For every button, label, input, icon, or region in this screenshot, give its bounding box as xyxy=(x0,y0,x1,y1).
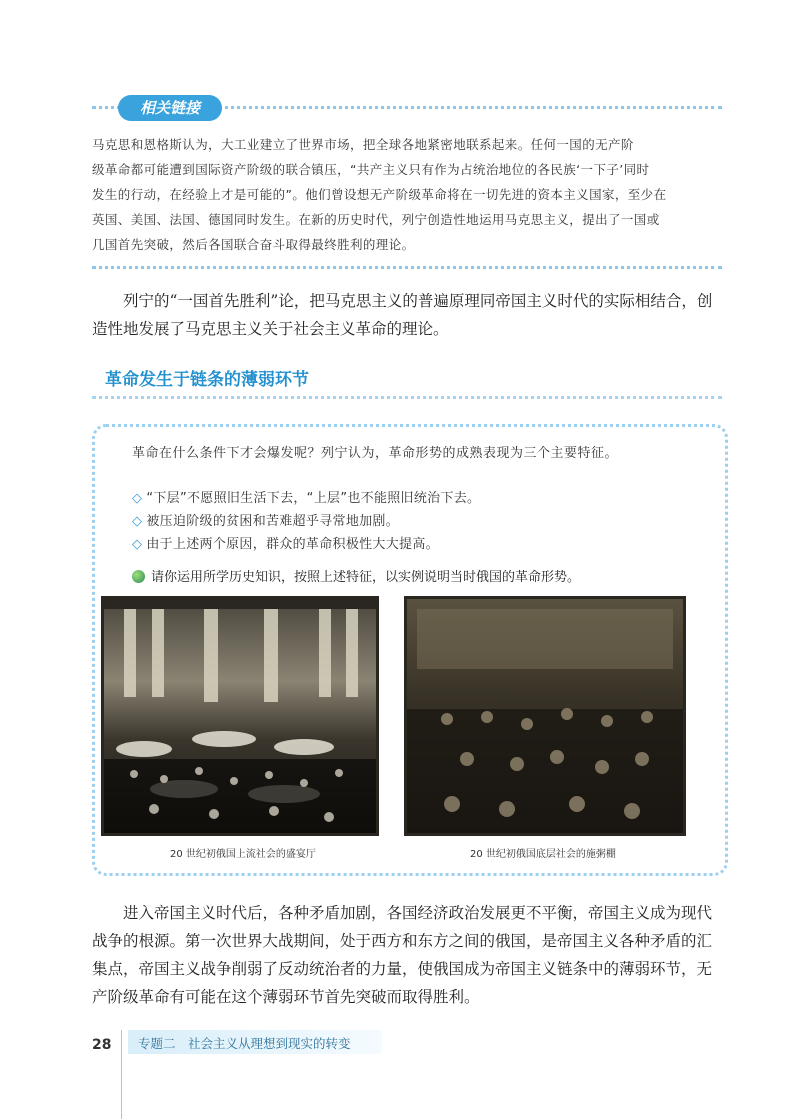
question-icon xyxy=(132,570,145,583)
diamond-icon: ◇ xyxy=(132,514,143,529)
footer-chapter-title: 专题二 社会主义从理想到现实的转变 xyxy=(138,1036,351,1051)
soup-kitchen-photo xyxy=(404,596,686,836)
section-title-underline xyxy=(92,396,722,399)
related-links-badge: 相关链接 xyxy=(118,95,222,121)
related-line: 马克思和恩格斯认为，大工业建立了世界市场，把全球各地紧密地联系起来。任何一国的无产阶 xyxy=(92,137,634,152)
related-line: 英国、美国、法国、德国同时发生。在新的历史时代，列宁创造性地运用马克思主义，提出了一国或 xyxy=(92,212,660,227)
bullet-item: ◇ 被压迫阶级的贫困和苦难超乎寻常地加剧。 xyxy=(132,514,400,529)
related-links-text xyxy=(92,132,722,257)
related-line: 发生的行动，在经验上才是可能的”。他们曾设想无产阶级革命将在一切先进的资本主义国家，至少在 xyxy=(92,187,667,202)
banquet-hall-photo xyxy=(101,596,379,836)
banquet-photo-caption: 20 世纪初俄国上流社会的盛宴厅 xyxy=(170,849,316,860)
related-line: 级革命都可能遭到国际资产阶级的联合镇压，“共产主义只有作为占统治地位的各民族‘一下子’同时 xyxy=(92,162,650,177)
body-paragraph-1: 列宁的“一国首先胜利”论，把马克思主义的普遍原理同帝国主义时代的实际相结合，创造性地发展了马克思主义关于社会主义革命的理论。 xyxy=(92,292,713,338)
body-paragraph-2: 进入帝国主义时代后，各种矛盾加剧，各国经济政治发展更不平衡，帝国主义成为现代战争的根源。第一次世界大战期间，处于西方和东方之间的俄国，是帝国主义各种矛盾的汇集点，帝国主义战争削弱了反动统治者的力量，使俄国成为帝国主义链条中的薄弱环节，无产阶级革命有可能在这个薄弱环节首先突破而取得胜利。 xyxy=(92,904,713,1006)
related-line: 几国首先突破，然后各国联合奋斗取得最终胜利的理论。 xyxy=(92,237,415,252)
bullet-item: ◇ 由于上述两个原因，群众的革命积极性大大提高。 xyxy=(132,537,439,552)
activity-question: 请你运用所学历史知识，按照上述特征，以实例说明当时俄国的革命形势。 xyxy=(132,566,580,585)
dotted-divider-bottom xyxy=(92,266,722,269)
diamond-icon: ◇ xyxy=(132,537,143,552)
section-title: 革命发生于链条的薄弱环节 xyxy=(105,370,309,390)
footer-divider xyxy=(121,1030,122,1119)
activity-intro: 革命在什么条件下才会爆发呢？列宁认为，革命形势的成熟表现为三个主要特征。 xyxy=(132,446,619,461)
soup-kitchen-photo-caption: 20 世纪初俄国底层社会的施粥棚 xyxy=(470,849,616,860)
bullet-item: ◇ “下层”不愿照旧生活下去，“上层”也不能照旧统治下去。 xyxy=(132,491,481,506)
page-number: 28 xyxy=(92,1037,112,1053)
diamond-icon: ◇ xyxy=(132,491,143,506)
